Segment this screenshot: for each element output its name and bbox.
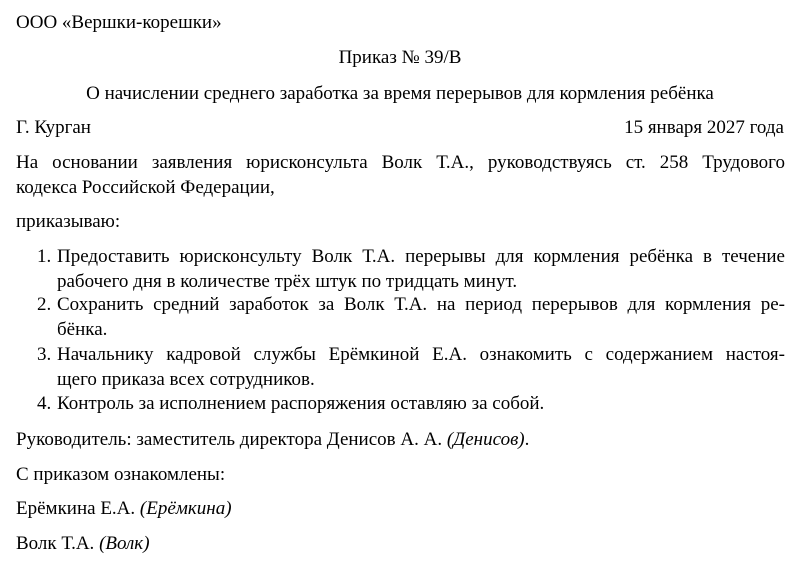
head-signature-dot: . bbox=[524, 429, 530, 450]
basis-line-1: На основании заявления юрисконсульта Волк Т.А., руководствуясь ст. 258 Трудового bbox=[16, 152, 785, 173]
list-number: 4. bbox=[37, 393, 52, 414]
head-signature: (Денисов) bbox=[446, 429, 525, 450]
signatory-name: Волк Т.А. bbox=[16, 533, 95, 554]
head-label: Руководитель: заместитель директора Денисов А. А. bbox=[16, 429, 443, 450]
signatory-signature: (Ерёмкина) bbox=[139, 498, 232, 519]
list-text: Начальнику кадровой службы Ерёмкиной Е.А. ознакомить с содержанием настоя- bbox=[57, 344, 785, 365]
basis-line-2: кодекса Российской Федерации, bbox=[16, 177, 275, 198]
list-number: 3. bbox=[37, 344, 52, 365]
place-date-row bbox=[16, 116, 784, 140]
list-number: 2. bbox=[37, 294, 52, 315]
list-text: Сохранить средний заработок за Волк Т.А. на период перерывов для кормления ре- bbox=[57, 294, 785, 315]
order-word: приказываю: bbox=[16, 211, 121, 232]
list-number: 1. bbox=[37, 246, 52, 267]
list-item bbox=[37, 245, 785, 269]
company-name: ООО «Вершки-корешки» bbox=[16, 12, 222, 33]
order-title: Приказ № 39/В bbox=[338, 47, 462, 68]
list-item-cont: щего приказа всех сотрудников. bbox=[57, 369, 315, 390]
order-subject: О начислении среднего заработка за время перерывов для кормления ребёнка bbox=[86, 83, 714, 104]
head-signature-line bbox=[16, 428, 529, 452]
list-item bbox=[37, 293, 785, 317]
list-text: Контроль за исполнением распоряжения оставляю за собой. bbox=[57, 393, 545, 414]
signatory-signature: (Волк) bbox=[99, 533, 150, 554]
city: Г. Курган bbox=[16, 117, 91, 138]
acquainted-label: С приказом ознакомлены: bbox=[16, 464, 226, 485]
list-item bbox=[37, 343, 785, 367]
list-text: Предоставить юрисконсульту Волк Т.А. перерывы для кормления ребёнка в течение bbox=[57, 246, 785, 267]
signatory-name: Ерёмкина Е.А. bbox=[16, 498, 136, 519]
signatory-line bbox=[16, 532, 150, 556]
list-item-cont: бёнка. bbox=[57, 319, 108, 340]
order-date: 15 января 2027 года bbox=[624, 117, 784, 138]
signatory-line bbox=[16, 497, 232, 521]
list-item bbox=[37, 392, 785, 416]
list-item-cont: рабочего дня в количестве трёх штук по тридцать минут. bbox=[57, 271, 518, 292]
